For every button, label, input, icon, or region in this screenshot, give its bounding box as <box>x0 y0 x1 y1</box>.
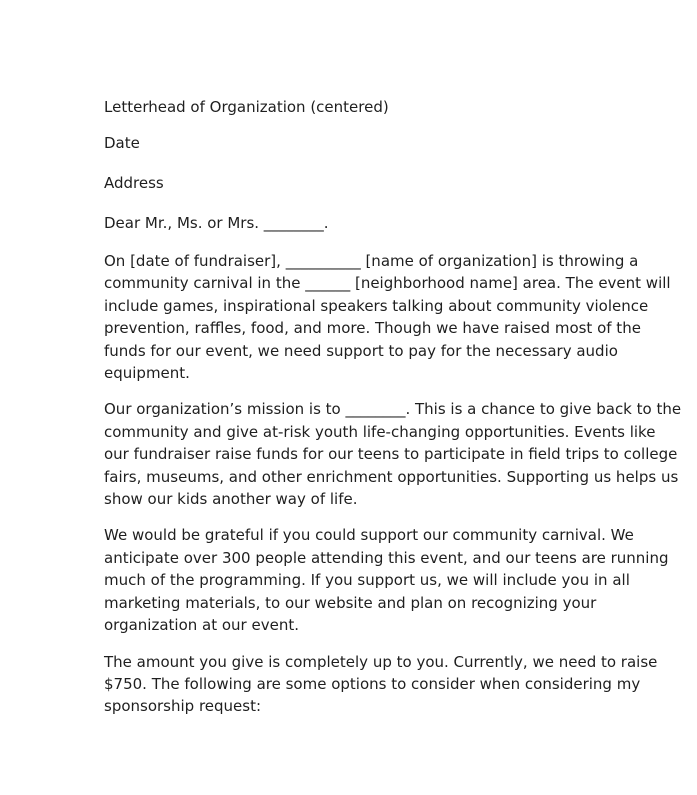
letterhead-placeholder: Letterhead of Organization (centered) <box>104 98 389 116</box>
paragraph-mission: Our organization’s mission is to ________. This is a chance to give back to the community and give at-risk youth life-changing opportunities. Events like our fundraiser raise funds for our teens to participate in field trips to college fairs, museums, and other enrichment opportunities. Supporting us helps us show our kids another way of life. <box>104 400 682 509</box>
paragraph-event-details: On [date of fundraiser], __________ [name of organization] is throwing a community carnival in the ______ [neighborhood name] area. The event will include games, inspirational speakers talking about community violence prevention, raffles, food, and more. Though we have raised most of the funds for our event, we need support to pay for the necessary audio equipment. <box>104 252 671 383</box>
paragraph-support-request: We would be grateful if you could support our community carnival. We anticipate over 300 people attending this event, and our teens are running much of the programming. If you support us, we will include you in all marketing materials, to our website and plan on recognizing your organization at our event. <box>104 526 669 635</box>
paragraph-donation-amount: The amount you give is completely up to you. Currently, we need to raise $750. The following are some options to consider when considering my sponsorship request: <box>104 652 658 716</box>
letter-page <box>104 96 684 718</box>
salutation: Dear Mr., Ms. or Mrs. ________. <box>104 214 329 232</box>
address-placeholder: Address <box>104 174 164 192</box>
date-placeholder: Date <box>104 134 140 152</box>
